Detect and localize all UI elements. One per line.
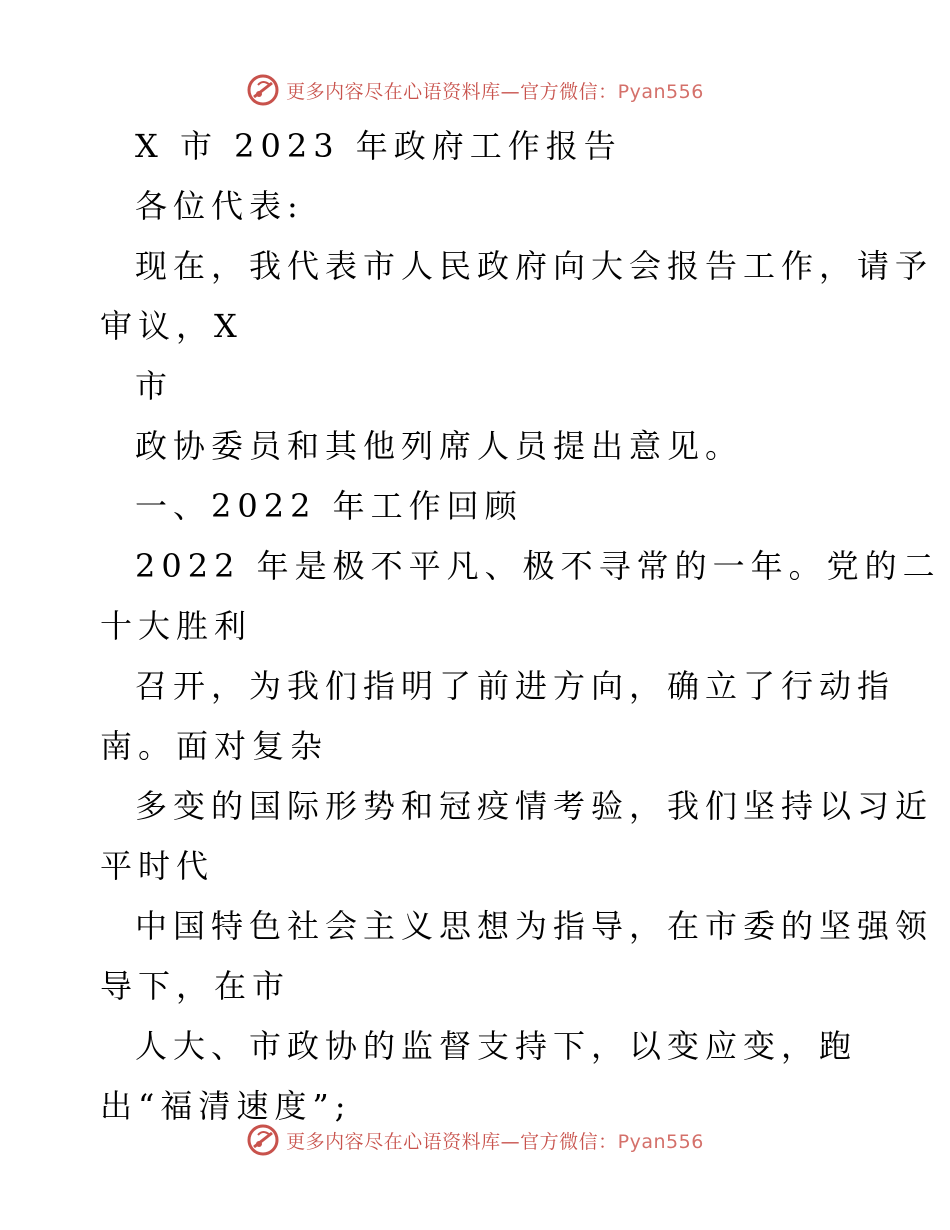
paragraph-line: 人大、市政协的监督支持下，以变应变，跑 [135, 1027, 858, 1065]
watermark-handle: Pyan556 [617, 1130, 704, 1153]
paragraph-line: 政协委员和其他列席人员提出意见。 [135, 427, 744, 465]
salutation: 各位代表: [135, 187, 304, 225]
paragraph-line: 十大胜利 [100, 607, 253, 645]
paragraph-line: 导下，在市 [100, 967, 291, 1005]
paragraph-line: 现在，我代表市人民政府向大会报告工作，请予 [135, 247, 934, 285]
footer-watermark [0, 1122, 950, 1158]
document-title: X 市 2023 年政府工作报告 [135, 127, 622, 165]
paragraph-line: 审议，X [100, 307, 243, 345]
paragraph-line: 召开，为我们指明了前进方向，确立了行动指 [135, 667, 896, 705]
paragraph-line: 平时代 [100, 847, 215, 885]
paragraph-line: 中国特色社会主义思想为指导，在市委的坚强领 [135, 907, 934, 945]
section-heading: 一、2022 年工作回顾 [135, 487, 523, 525]
watermark-handle: Pyan556 [617, 80, 704, 103]
watermark-text: 更多内容尽在心语资料库—官方微信： [286, 1130, 618, 1153]
watermark-text: 更多内容尽在心语资料库—官方微信： [286, 80, 618, 103]
paragraph-line: 市 [135, 367, 174, 405]
logo-icon [246, 1123, 280, 1157]
paragraph-line: 出“福清速度”; [100, 1087, 352, 1125]
paragraph-line: 2022 年是极不平凡、极不寻常的一年。党的二 [135, 547, 941, 585]
paragraph-line: 南。面对复杂 [100, 727, 329, 765]
paragraph-line: 多变的国际形势和冠疫情考验，我们坚持以习近 [135, 787, 934, 825]
